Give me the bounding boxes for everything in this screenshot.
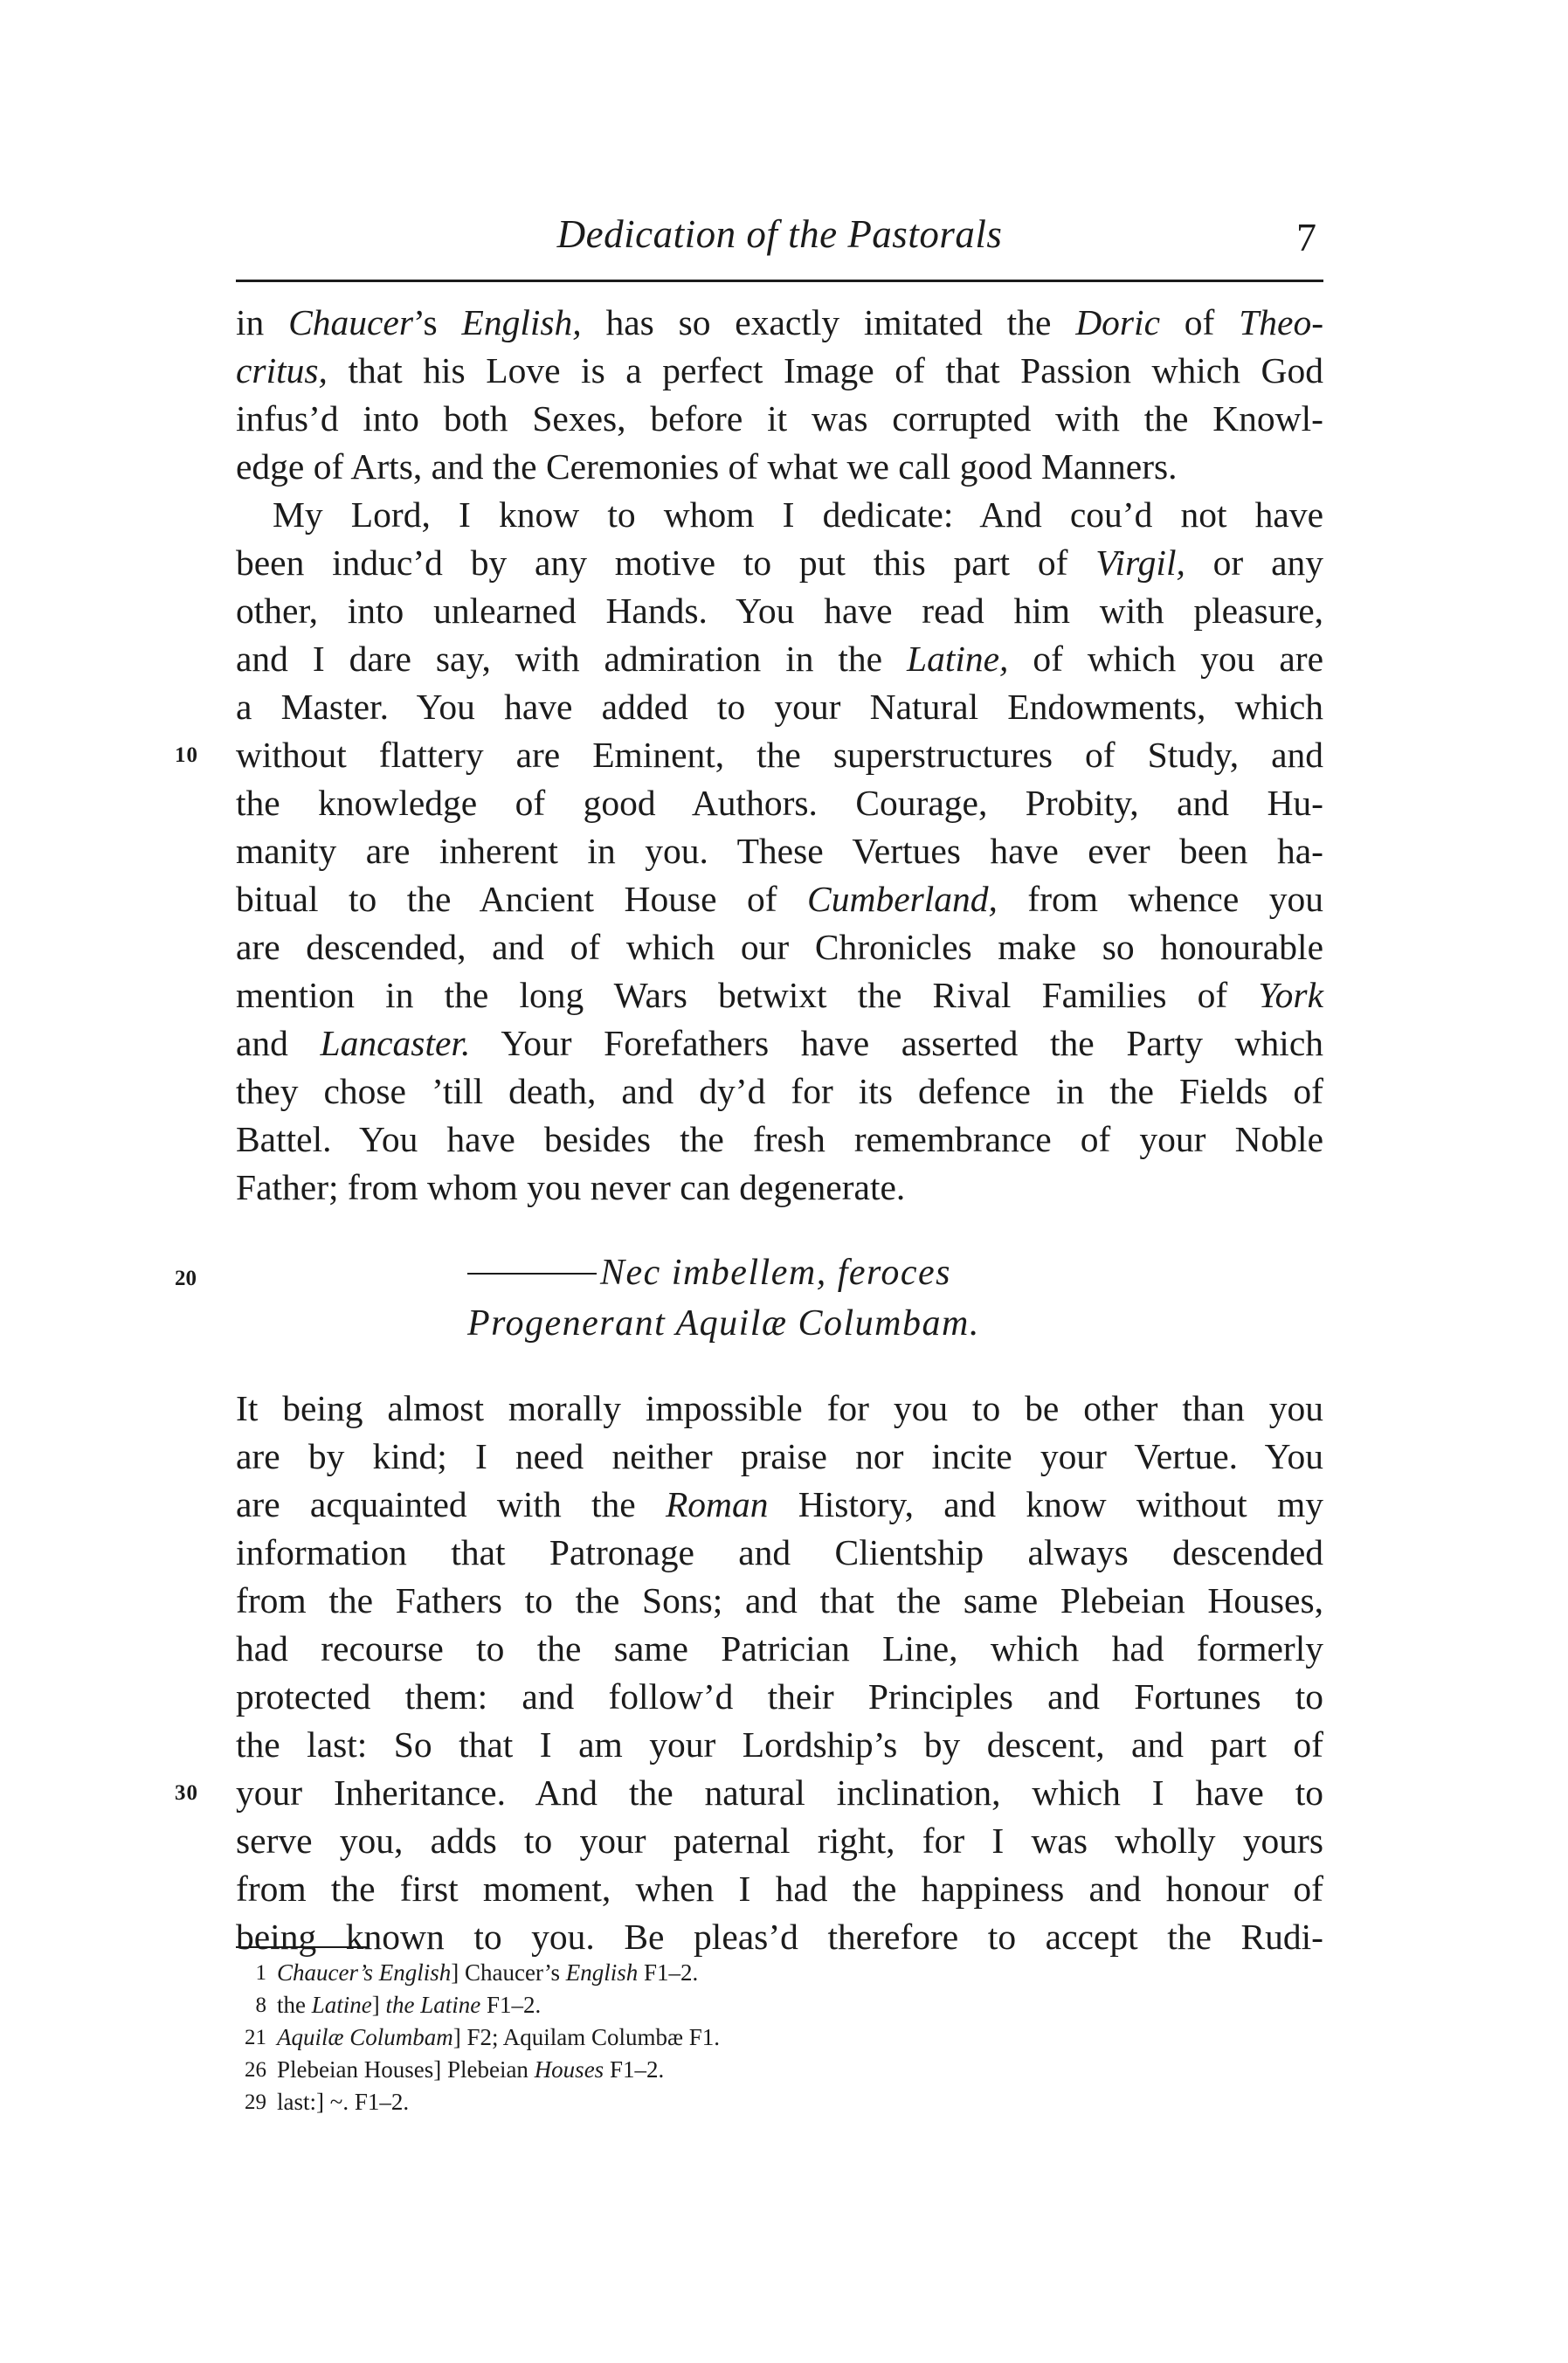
text-line [236,395,1323,443]
line-number-20: 20 [175,1267,197,1290]
text-run: a Master. You have added to your Natural Endowments, which [236,687,1323,727]
text-line [236,635,1323,683]
footnote-text: ] Chaucer’s [451,1959,566,1986]
footnote-line-ref: 29 [245,2090,266,2114]
text-line [236,1625,1323,1673]
text-line [236,1116,1323,1164]
text-line [236,827,1323,875]
text-line [236,1721,1323,1769]
text-line [175,1769,1323,1817]
text-run: from the Fathers to the Sons; and that the same Plebeian Houses, [236,1580,1323,1620]
text-run: History, and know without my [768,1484,1323,1524]
text-run: from the first moment, when I had the happiness and honour of [236,1869,1323,1909]
italic-text: York [1258,975,1323,1015]
text-run: are descended, and of which our Chronicles make so honourable [236,927,1323,967]
footnote-italic-text: Houses [534,2056,604,2083]
text-line [236,971,1323,1019]
text-run: and I dare say, with admiration in the [236,639,907,679]
text-run: protected them: and follow’d their Principles and Fortunes to [236,1676,1323,1717]
footnote-text: F1–2. [604,2056,665,2083]
footnote-italic-text: Chaucer’s English [277,1959,452,1986]
text-run: It being almost morally impossible for you to be other than you [236,1388,1323,1428]
quotation-line-2: Progenerant Aquilæ Columbam. [467,1303,980,1344]
footnote-line-ref: 21 [245,2026,266,2049]
text-run: of which you are [1008,639,1323,679]
footnote-text: ] [371,1992,386,2018]
text-line [236,1019,1323,1067]
italic-text: critus, [236,350,328,390]
footnote-italic-text: Latine [311,1992,372,2018]
footnote-text: the [277,1992,312,2018]
text-line [236,1164,1323,1212]
footnote-rule [236,1946,367,1948]
text-run: Your Forefathers have asserted the Party which [470,1023,1323,1063]
em-rule-dash [467,1273,597,1275]
text-line [236,1817,1323,1865]
italic-text: Doric [1075,302,1161,342]
italic-text: Roman [665,1484,769,1524]
text-line [236,1433,1323,1481]
text-run: mention in the long Wars betwixt the Rival Families of [236,975,1259,1015]
text-line [236,1913,1323,1961]
text-run: in [236,302,289,342]
italic-text: Lancaster. [320,1023,471,1063]
footnote-line-ref: 1 [255,1961,266,1985]
text-run: has so exactly imitated the [581,302,1076,342]
text-line [236,1577,1323,1625]
text-line [236,587,1323,635]
text-line [236,443,1323,491]
footnote-text: Plebeian Houses] Plebeian [277,2056,535,2083]
running-title: Dedication of the Pastorals [556,212,1003,256]
text-line [236,875,1323,923]
latin-quotation [236,1249,1323,1363]
text-line [236,347,1323,395]
text-line [236,1673,1323,1721]
italic-text: Cumberland, [807,879,998,919]
textual-notes [214,1957,1262,2118]
page-number: 7 [1296,215,1316,259]
line-number-30: 30 [175,1781,198,1805]
footnote-text: F1–2. [480,1992,542,2018]
text-run: being known to you. Be pleas’d therefore to accept the Rudi- [236,1917,1323,1957]
italic-text: Chaucer [288,302,413,342]
text-run: that his Love is a perfect Image of that Passion which God [327,350,1323,390]
text-run: edge of Arts, and the Ceremonies of what we call good Manners. [236,446,1178,487]
footnote [214,2054,1262,2086]
text-run: and [236,1023,321,1063]
header-rule [236,280,1323,282]
text-run: My Lord, I know to whom I dedicate: And cou’d not have [273,494,1323,535]
footnote-line-ref: 26 [245,2058,266,2082]
italic-text: Theo- [1239,302,1324,342]
text-line [236,779,1323,827]
text-line [236,299,1323,347]
text-run: ’s [413,302,462,342]
italic-text: English, [461,302,582,342]
text-run: Father; from whom you never can degenerate. [236,1167,906,1207]
text-run: or any [1185,542,1323,583]
body-text-block-1 [175,299,1324,1212]
quotation-line-1 [467,1249,951,1297]
text-line [175,731,1323,779]
text-run: are acquainted with the [236,1484,666,1524]
text-line [236,1067,1323,1116]
text-line [236,1481,1323,1529]
text-run: are by kind; I need neither praise nor incite your Vertue. You [236,1436,1323,1476]
line-number-10: 10 [175,743,198,767]
italic-text: Latine, [907,639,1009,679]
text-line [236,491,1323,539]
text-line [236,1865,1323,1913]
text-run: had recourse to the same Patrician Line, which had formerly [236,1628,1323,1669]
text-run: other, into unlearned Hands. You have read him with pleasure, [236,591,1323,631]
footnote [214,1957,1262,1989]
footnote-text: F1–2. [638,1959,699,1986]
footnote-italic-text: the Latine [385,1992,481,2018]
text-run: of [1160,302,1240,342]
text-run: information that Patronage and Clientship always descended [236,1532,1323,1572]
footnote-text: last:] ~. F1–2. [277,2089,410,2115]
text-run: bitual to the Ancient House of [236,879,808,919]
body-text-block-2 [175,1385,1323,1961]
text-run: the last: So that I am your Lordship’s by descent, and part of [236,1724,1323,1765]
footnote-italic-text: Aquilæ Columbam [277,2024,453,2050]
quotation-text-1: Nec imbellem, feroces [600,1253,951,1293]
text-run: infus’d into both Sexes, before it was corrupted with the Knowl- [236,398,1323,439]
italic-text: Virgil, [1095,542,1185,583]
footnote-text: ] F2; Aquilam Columbæ F1. [452,2024,721,2050]
text-run: they chose ’till death, and dy’d for its defence in the Fields of [236,1071,1323,1111]
text-run: from whence you [997,879,1323,919]
footnote [214,2021,1262,2054]
text-line [236,683,1323,731]
text-line [236,1385,1323,1433]
text-run: your Inheritance. And the natural inclination, which I have to [236,1772,1323,1813]
text-run: been induc’d by any motive to put this part of [236,542,1096,583]
footnote-line-ref: 8 [255,1993,266,2017]
text-line [236,539,1323,587]
text-run: manity are inherent in you. These Vertues have ever been ha- [236,831,1323,871]
footnote [214,1989,1262,2021]
text-run: Battel. You have besides the fresh remembrance of your Noble [236,1119,1323,1159]
text-line [236,1529,1323,1577]
running-head [236,199,1323,269]
text-line [236,923,1323,971]
footnote-italic-text: English [565,1959,639,1986]
footnote [214,2086,1262,2118]
text-run: the knowledge of good Authors. Courage, Probity, and Hu- [236,783,1323,823]
text-run: without flattery are Eminent, the superstructures of Study, and [236,735,1323,775]
text-run: serve you, adds to your paternal right, for I was wholly yours [236,1821,1323,1861]
